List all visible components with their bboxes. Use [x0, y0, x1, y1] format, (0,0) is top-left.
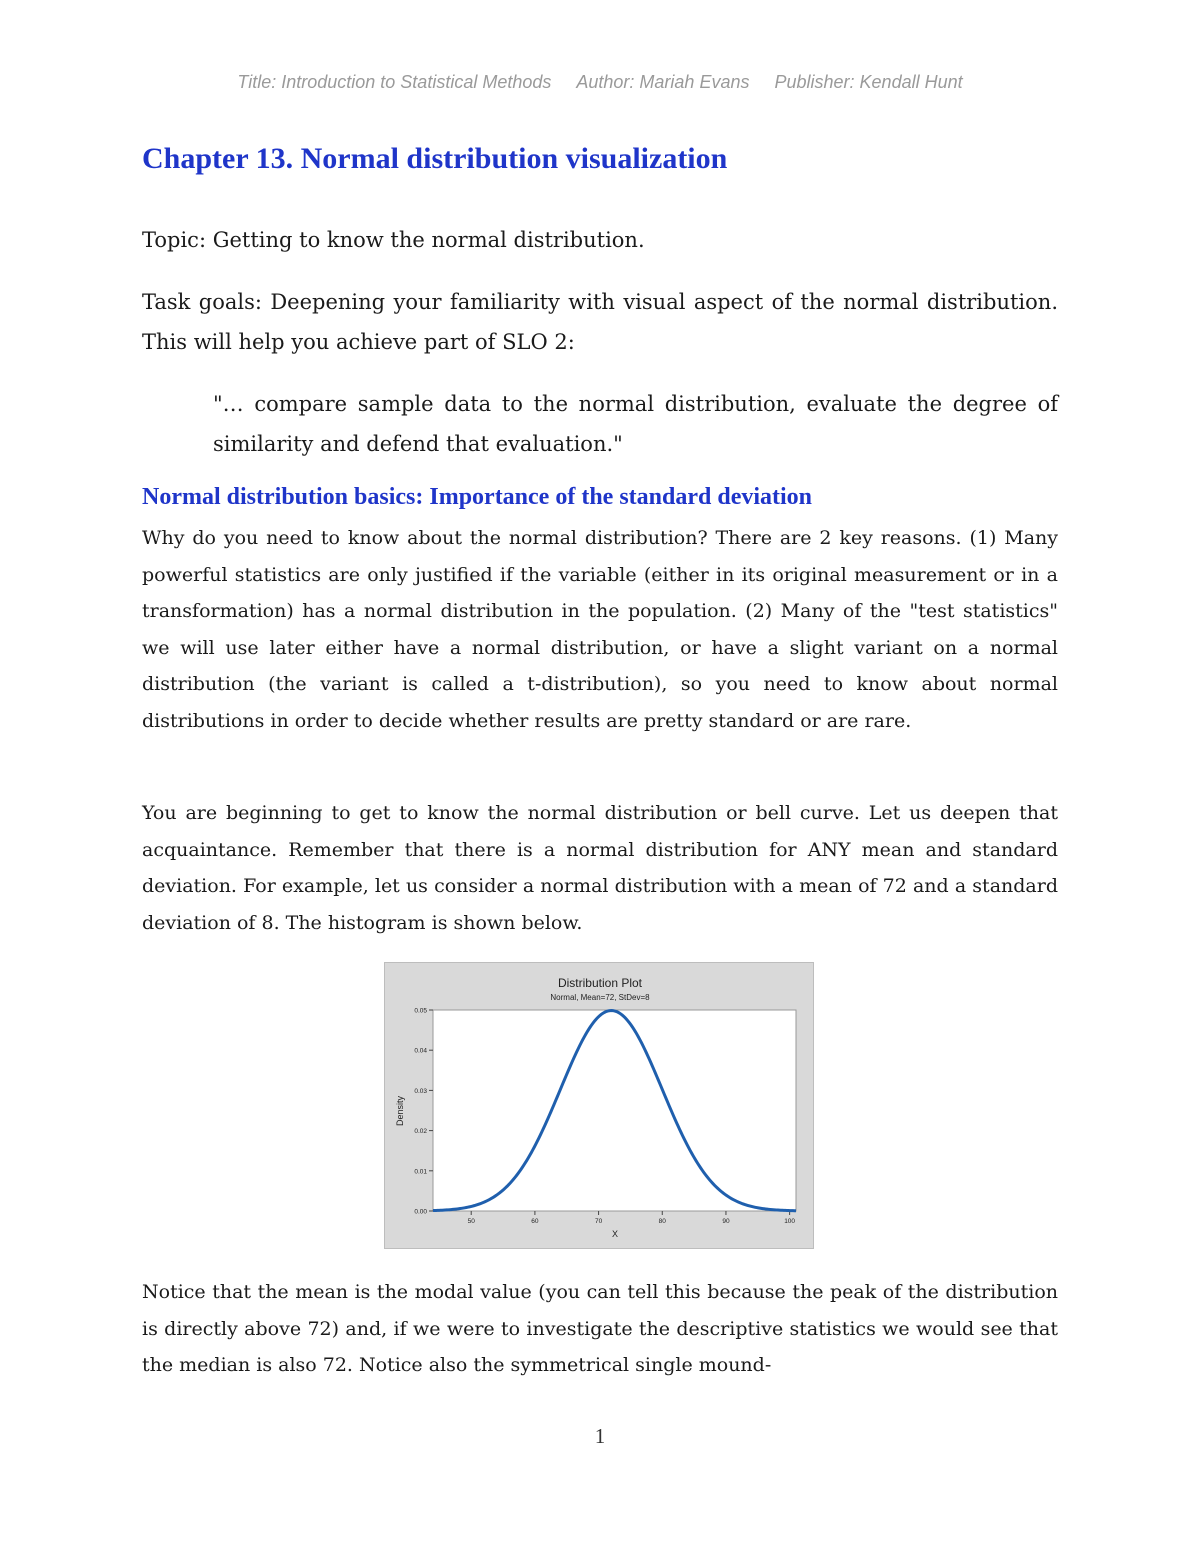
y-tick-label: 0.02 — [414, 1128, 427, 1136]
paragraph-mean-median: Notice that the mean is the modal value (you can tell this because the peak of the distribution is directly above 72) and, if we were to investigate the descriptive statistics we would see that the median is also 72. Notice also the symmetrical single mound- — [142, 1281, 1058, 1377]
topic-line: Topic: Getting to know the normal distribution. — [142, 228, 645, 252]
section-heading: Normal distribution basics: Importance of the standard deviation — [142, 484, 813, 510]
y-tick-label: 0.01 — [414, 1168, 427, 1176]
header-publisher: Publisher: Kendall Hunt — [774, 72, 963, 92]
task-goals: Task goals: Deepening your familiarity with visual aspect of the normal distribution. This will help you achieve part of SLO 2: — [142, 290, 1058, 354]
x-tick-label: 90 — [722, 1218, 730, 1225]
page-number: 1 — [594, 1424, 606, 1448]
y-tick-label: 0.05 — [414, 1007, 427, 1015]
x-tick-label: 100 — [784, 1218, 796, 1225]
x-tick-label: 80 — [658, 1218, 666, 1225]
x-tick-label: 70 — [594, 1218, 603, 1225]
x-tick-label: 60 — [531, 1218, 539, 1225]
paragraph-reasons: Why do you need to know about the normal distribution? There are 2 key reasons. (1) Many powerful statistics are only justified if the variable (either in its original measurement or in a transformation) has a normal distribution in the population. (2) Many of the "test statistics" we will use later either have a normal distribution, or have a slight variant on a normal distribution (the variant is called a t-distribution), so you need to know about normal distributions in order to decide whether results are pretty standard or are rare. — [142, 527, 1058, 732]
chapter-title: Chapter 13. Normal distribution visualization — [142, 142, 728, 175]
y-tick-label: 0.04 — [414, 1047, 427, 1055]
x-axis-label: X — [611, 1229, 619, 1239]
chart-title: Distribution Plot — [557, 976, 643, 990]
slo-quote: "… compare sample data to the normal distribution, evaluate the degree of similarity and defend that evaluation." — [213, 392, 1058, 456]
paragraph-example: You are beginning to get to know the normal distribution or bell curve. Let us deepen that acquaintance. Remember that there is a normal distribution for ANY mean and standard deviation. For example, let us consider a normal distribution with a mean of 72 and a standard deviation of 8. The histogram is shown below. — [142, 802, 1058, 934]
header-title: Title: Introduction to Statistical Methods — [237, 72, 552, 92]
header-author: Author: Mariah Evans — [576, 72, 750, 92]
y-axis-label: Density — [395, 1095, 405, 1127]
y-tick-label: 0.03 — [414, 1087, 427, 1095]
distribution-plot-figure — [384, 962, 814, 1249]
running-header — [0, 72, 1200, 93]
plot-area — [433, 1010, 796, 1211]
x-tick-label: 50 — [467, 1218, 475, 1225]
distribution-plot-svg — [385, 963, 815, 1250]
chart-subtitle: Normal, Mean=72, StDev=8 — [550, 993, 650, 1002]
y-tick-label: 0.00 — [414, 1208, 427, 1216]
